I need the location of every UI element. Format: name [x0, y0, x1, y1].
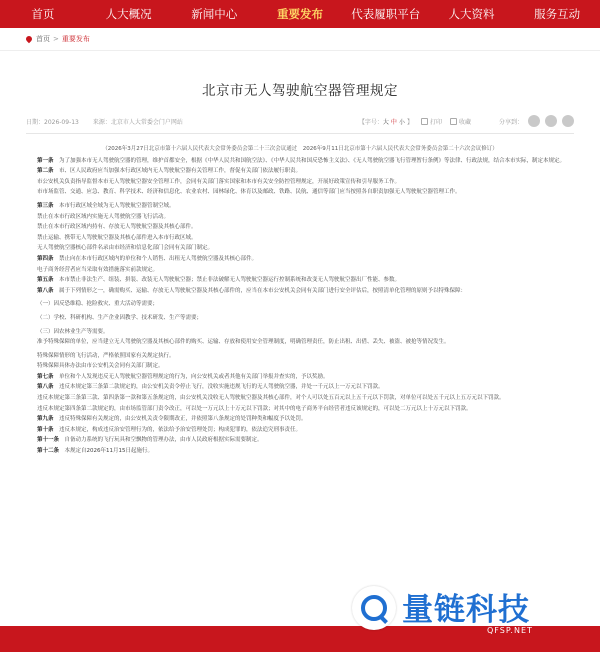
article-paragraph [26, 414, 574, 425]
article-paragraph [26, 201, 574, 212]
article-paragraph [26, 404, 574, 415]
article-paragraph-text: 违反本规定第四条第二款规定的，由市场监管部门责令改正，可以处一万元以上十万元以下罚款；对其中的电子商务平台经营者违反该规定的，可以处二万元以上十万元以下罚款。 [37, 405, 472, 412]
article-paragraph-text: 违反本规定第三条第二款规定的，由公安机关责令停止飞行，没收实施违规飞行的无人驾驶航空器，并处一千元以上一万元以下罚款。 [59, 384, 384, 391]
article-paragraph-text: 准予特殊保障的单位，应当建立无人驾驶航空器及其核心部件的购买、运输、存放和使用安全管理制度，明确管理责任，防止出租、出借、丢失、被盗、被抢等情况发生。 [37, 339, 450, 346]
nav-item-releases[interactable]: 重要发布 [277, 7, 324, 21]
article-paragraph [26, 425, 574, 436]
article-paragraph [26, 156, 574, 167]
location-pin-icon [25, 35, 33, 43]
article-paragraph [26, 286, 574, 297]
article-paragraph-text: 市市场监管、交通、应急、教育、科学技术、经济和信息化、农业农村、园林绿化、体育以及邮政、铁路、民航、通信等部门应当按照各自职责加强无人驾驶航空器管理工作。 [37, 189, 461, 196]
article-clause-number: 第七条 [37, 373, 54, 380]
font-size-medium[interactable]: 中 [390, 118, 397, 126]
article-paragraph-text: （一）因反恐维稳、抢险救灾、重大活动等需要； [37, 301, 159, 308]
qzone-icon[interactable] [562, 115, 574, 127]
article-paragraph-text: 禁止在本市行政区域内持有、存放无人驾驶航空器及其核心部件。 [37, 224, 197, 231]
article-paragraph [26, 275, 574, 286]
article-paragraph [26, 351, 574, 362]
nav-item-deputies[interactable]: 代表履职平台 [351, 7, 421, 21]
nav-item-service[interactable]: 服务互动 [534, 7, 581, 21]
article-paragraph-text: （三）因农林业生产等需要。 [37, 328, 109, 335]
share-label: 分享到： [498, 118, 523, 126]
article-clause-number: 第十二条 [37, 448, 60, 455]
article-paragraph-text: 市、区人民政府应当加强本行政区域内无人驾驶航空器有关管理工作，督促有关部门依法履行职责。 [59, 168, 302, 175]
article-paragraph [26, 435, 574, 446]
article-clause-number: 第五条 [37, 277, 54, 284]
article-tools [359, 115, 574, 127]
article-date: 日期：2026-09-13 [26, 118, 79, 126]
article-paragraph [26, 313, 574, 324]
article-clause-number: 第九条 [37, 416, 54, 423]
nav-item-news[interactable]: 新闻中心 [191, 7, 238, 21]
article-paragraph [26, 265, 574, 276]
article-paragraph-text: （二）学校、科研机构、生产企业因教学、技术研发、生产等需要； [37, 314, 203, 321]
article-paragraph [26, 299, 574, 310]
article-meta [26, 113, 574, 134]
watermark-subtext: QFSP.NET [487, 626, 533, 635]
article-paragraph-text: 禁止运输、携带无人驾驶航空器及其核心部件进入本市行政区域。 [37, 234, 197, 241]
article-clause-number: 第八条 [37, 287, 54, 294]
weibo-icon[interactable] [528, 115, 540, 127]
article-paragraph [26, 166, 574, 177]
article-paragraph-text: 自备动力系统的飞行玩具和空飘物的管理办法，由市人民政府根据实际需要制定。 [64, 437, 263, 444]
article-body [26, 144, 574, 457]
article-paragraph [26, 187, 574, 198]
article-paragraph-text: 电子商务经营者应当采取有效措施落实前款规定。 [37, 266, 159, 273]
article-paragraph [26, 382, 574, 393]
article-source: 来源：北京市人大常委会门户网站 [92, 118, 183, 126]
magnifier-icon [352, 586, 396, 630]
article-paragraph [26, 177, 574, 188]
article-paragraph [26, 212, 574, 223]
article-paragraph-text: 为了加强本市无人驾驶航空器的管理，维护首都安全，根据《中华人民共和国航空法》、《中华人民共和国反恐怖主义法》、《无人驾驶航空器飞行管理暂行条例》等法律、行政法规，结合本市实际，制定本规定。 [59, 157, 566, 164]
article-paragraph [26, 337, 574, 348]
article-clause-number: 第十条 [37, 426, 54, 433]
article-clause-number: 第一条 [37, 157, 54, 164]
article-paragraph [26, 233, 574, 244]
article-clause-number: 第四条 [37, 255, 54, 262]
article-paragraph-text: 禁止在本市行政区域内实施无人驾驶航空器飞行活动。 [37, 213, 170, 220]
article-clause-number: 第十一条 [37, 437, 60, 444]
watermark-text: 量链科技 [402, 592, 530, 628]
watermark [352, 584, 594, 638]
article-paragraph [26, 393, 574, 404]
favorite-label: 收藏 [458, 118, 471, 126]
article-paragraph-text: 违反本规定第三条第三款、第四条第一款和第五条规定的，由公安机关没收无人驾驶航空器及其核心部件，对个人可以处五百元以上五千元以下罚款，对单位可以处五千元以上五万元以下罚款。 [37, 395, 505, 402]
article-paragraph [26, 361, 574, 372]
article-paragraph-text: 违反本规定，构成违反治安管理行为的，依法给予治安管理处罚；构成犯罪的，依法追究刑事责任。 [59, 426, 302, 433]
font-size-small[interactable]: 小 [398, 118, 405, 126]
nav-item-home[interactable]: 首页 [31, 7, 55, 21]
article-paragraph-text: 单位和个人发现违反无人驾驶航空器管理规定的行为，向公安机关或者其他有关部门举报并查实的，予以奖励。 [59, 373, 329, 380]
font-size-large[interactable]: 大 [382, 118, 389, 126]
wechat-icon[interactable] [545, 115, 557, 127]
article-clause-number: 第三条 [37, 202, 54, 209]
top-nav [0, 0, 600, 28]
breadcrumb-current[interactable]: 重要发布 [61, 35, 90, 43]
star-icon [450, 118, 457, 125]
font-size-close: 】 [406, 118, 413, 126]
article-paragraph-text: 特殊保障情形的飞行活动，严格依照国家有关规定执行。 [37, 352, 175, 359]
article-paragraph [26, 372, 574, 383]
article-paragraph [26, 222, 574, 233]
article-paragraph [26, 254, 574, 265]
article-paragraph-text: 禁止向在本市行政区域内的单位和个人销售、出租无人驾驶航空器及其核心部件。 [59, 255, 258, 262]
article-paragraph [26, 446, 574, 457]
print-label: 打印 [429, 118, 442, 126]
font-size-label: 【字号： [358, 118, 383, 126]
article-paragraph-text: 本市行政区域全域为无人驾驶航空器管制空域。 [59, 202, 175, 209]
article-note: （2026年3月27日北京市第十六届人民代表大会常务委员会第二十三次会议通过 2026年9月11日北京市第十六届人民代表大会常务委员会第二十六次会议修订） [102, 146, 498, 152]
article-paragraph-text: 市公安机关负责指导监督本市无人驾驶航空器安全管理工作，会同有关部门落实国家和本市有关安全防控管理规定，开展好政策宣传和引导服务工作。 [37, 178, 401, 185]
article-paragraph-text: 无人驾驶航空器核心部件名录由市经济和信息化部门会同有关部门制定。 [37, 245, 214, 252]
article-paragraph-text: 本市禁止非法生产、组装、拼装、改装无人驾驶航空器；禁止非法破解无人驾驶航空器运行控制系统和改变无人驾驶航空器出厂性能、参数。 [59, 277, 401, 284]
breadcrumb-home[interactable]: 首页 [36, 35, 50, 43]
favorite-button[interactable] [450, 117, 471, 126]
article-paragraph [26, 327, 574, 338]
article-paragraph-text: 本规定自2026年11月15日起施行。 [64, 448, 154, 455]
breadcrumb-separator: > [53, 35, 59, 43]
article-clause-number: 第二条 [37, 168, 54, 175]
article-paragraph-text: 属于下列情形之一，确需购买、运输、存放无人驾驶航空器及其核心部件的，应当在本市公安机关会同有关部门进行安全评估后，按照清单化管理的原则予以特殊保障： [59, 287, 467, 294]
article-paragraph-text: 违反特殊保障有关规定的，由公安机关责令限期改正，并依照第八条规定的处罚种类和幅度予以处罚。 [59, 416, 307, 423]
article-title: 北京市无人驾驶航空器管理规定 [202, 83, 398, 99]
printer-icon [421, 118, 428, 125]
breadcrumb [0, 28, 600, 51]
print-button[interactable] [421, 117, 442, 126]
nav-item-overview[interactable]: 人大概况 [105, 7, 152, 21]
nav-item-materials[interactable]: 人大资料 [448, 7, 495, 21]
article-paragraph [26, 243, 574, 254]
article-clause-number: 第八条 [37, 384, 54, 391]
article-paragraph-text: 特殊保障具体办法由市公安机关会同有关部门制定。 [37, 363, 164, 370]
